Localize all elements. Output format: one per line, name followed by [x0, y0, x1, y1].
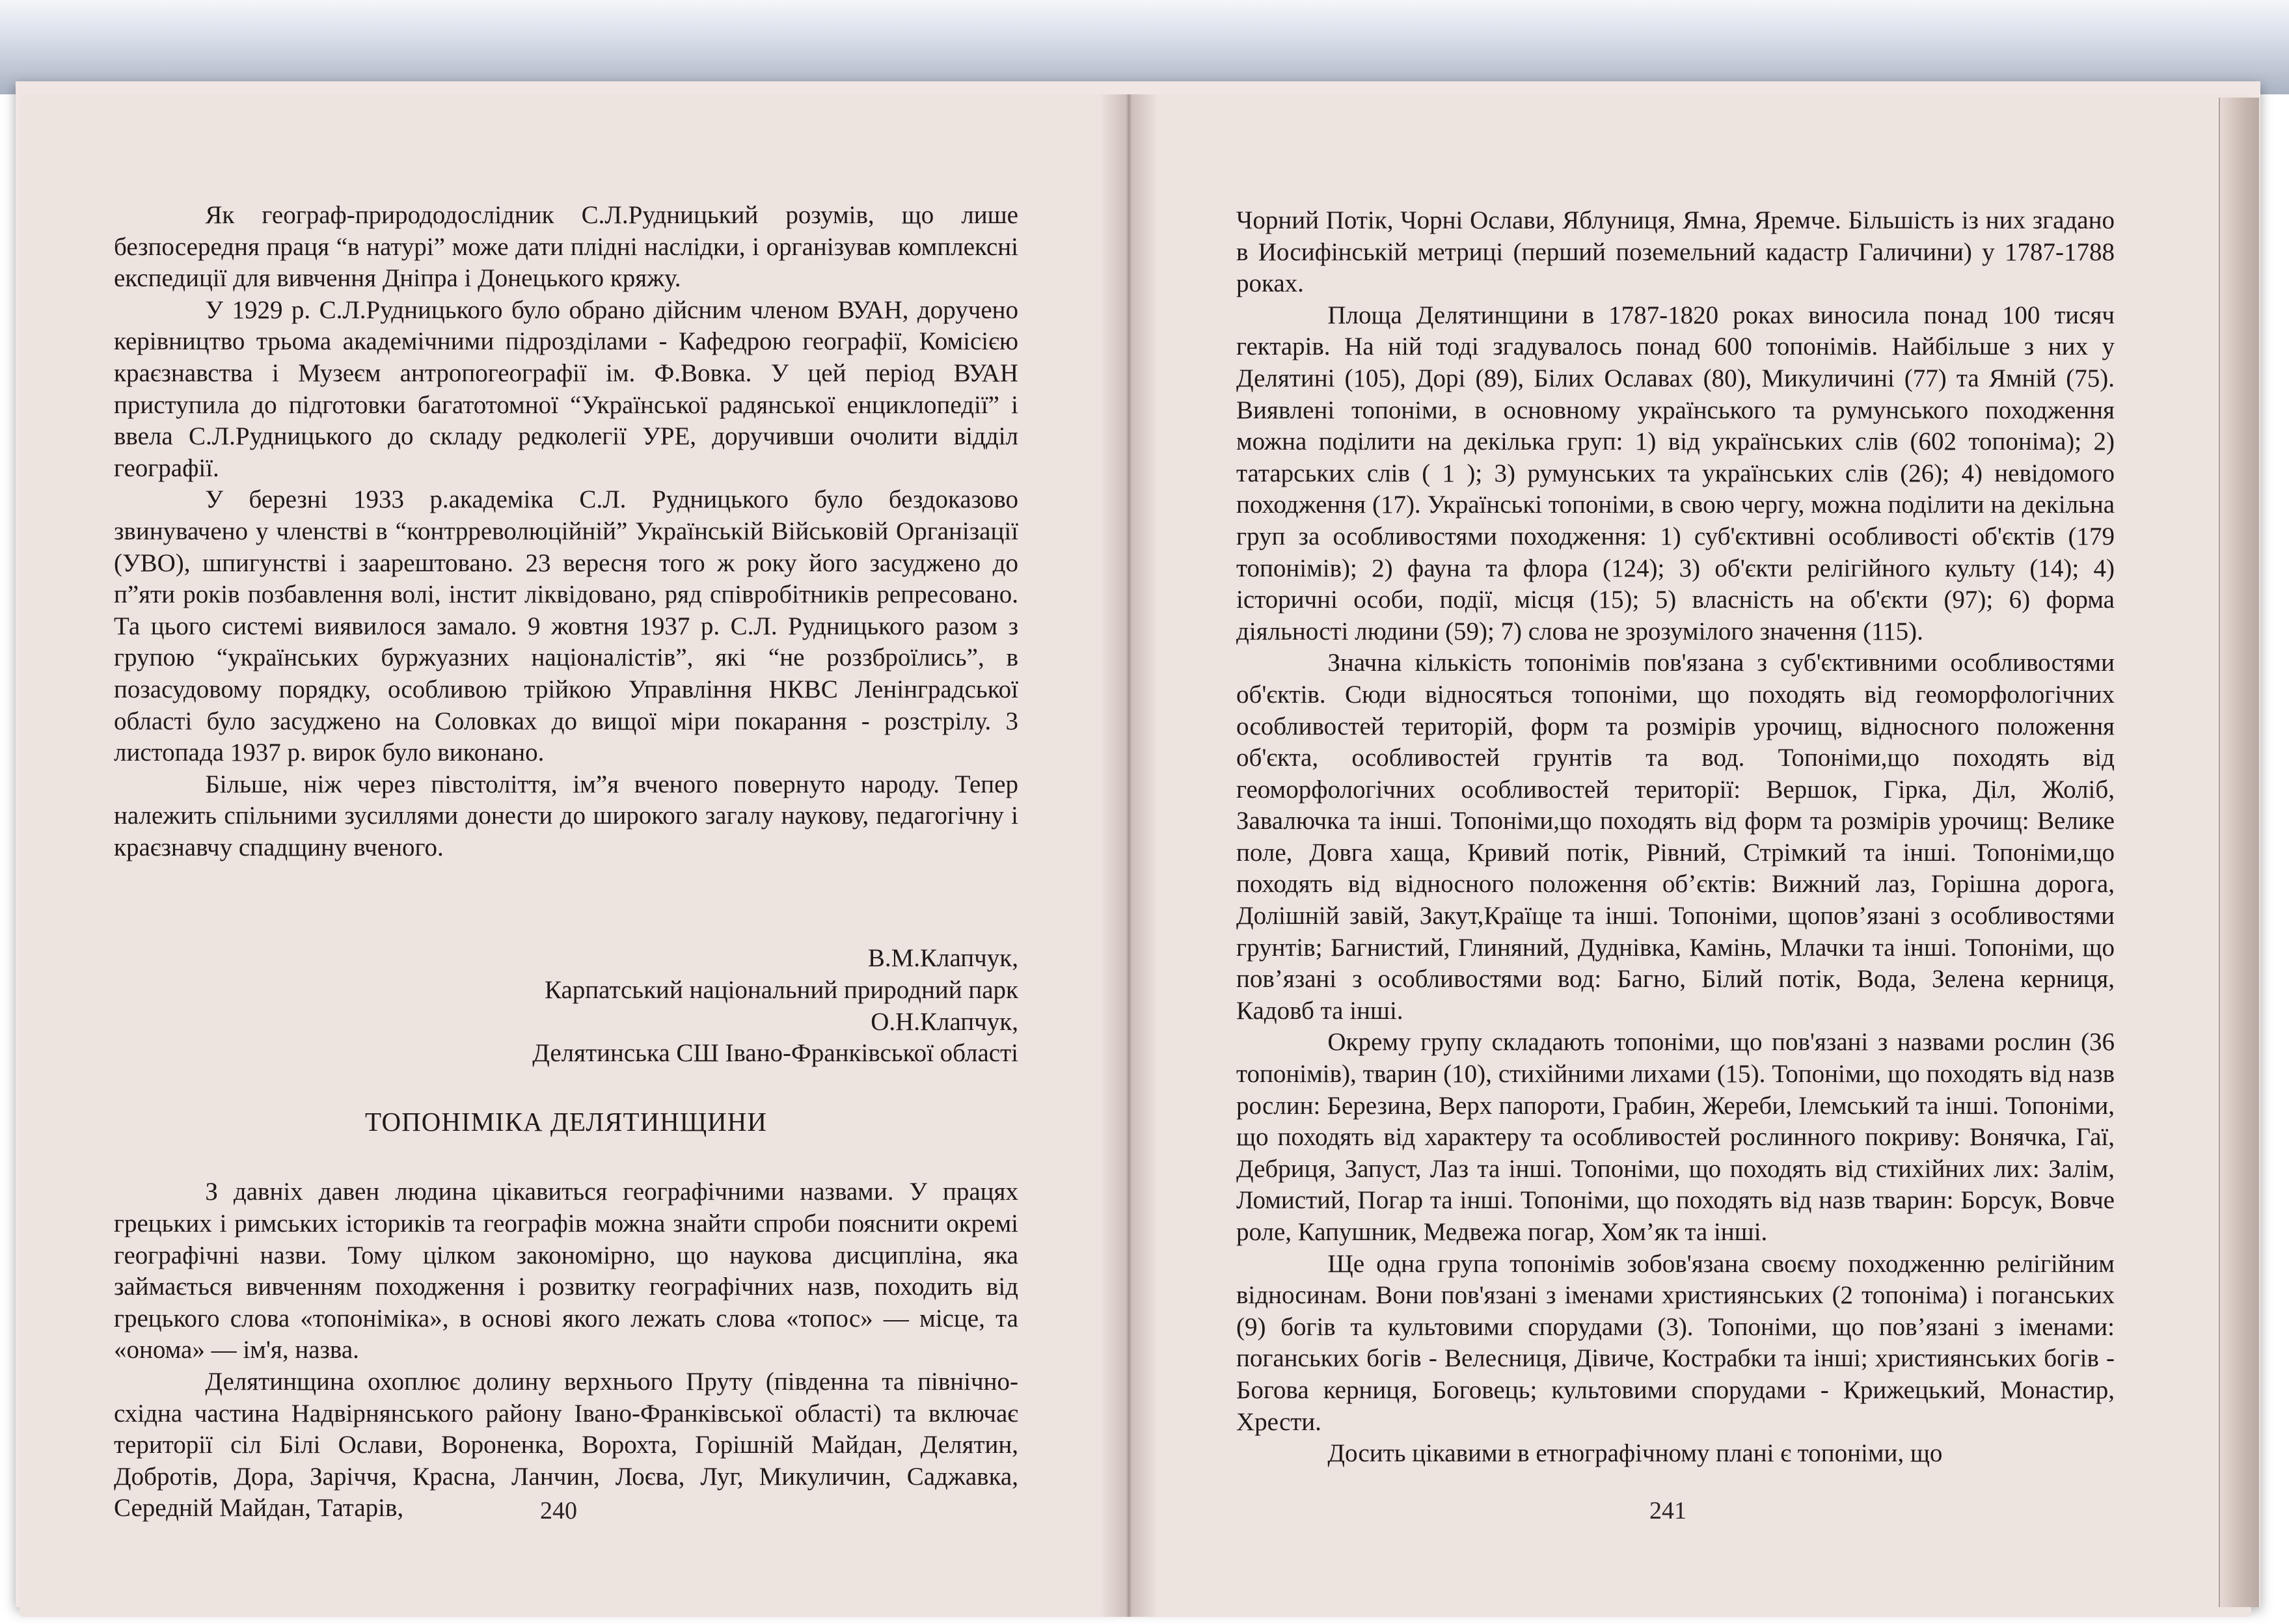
scan-background	[0, 0, 2289, 94]
signature-line: О.Н.Клапчук,	[871, 1007, 1018, 1036]
page-edges	[2219, 98, 2259, 1607]
signature-line: Карпатський національний природний парк	[544, 976, 1018, 1005]
page-number: 240	[540, 1497, 577, 1524]
paragraph: Окрему групу складають топоніми, що пов'язані з назвами рослин (36 топонімів), тварин (10), стихійними лихами (15). Топоніми, що походять від назв рослин: Березина, Верх папороти, Грабин, Жереби, Ілемський та інші. Топоніми, що походять від характеру та особливостей рослинного покриву: Вонячка, Гаї, Дебриця, Запуст, Лаз та інші. Топоніми, що походять від стихійних лих: Залім, Ломистий, Погар та інші. Топоніми, що походять від назв тварин: Борсук, Вовче роле, Капушник, Медвежа погар, Хом’як та інші.	[1236, 1028, 2115, 1246]
paragraph: У 1929 р. С.Л.Рудницького було обрано дійсним членом ВУАН, доручено керівництво трьома академічними підрозділами - Кафедрою географії, Комісією краєзнавства і Музеєм антропогеографії ім. Ф.Вовка. У цей період ВУАН приступила до підготовки багатотомної “Української радянської енциклопедії” і ввела С.Л.Рудницького до складу редколегії УРЕ, доручивши очолити відділ географії.	[114, 295, 1018, 482]
paragraph: У березні 1933 р.академіка С.Л. Рудницького було бездоказово звинувачено у членстві в “контрреволюційній” Українській Військовій Організації (УВО), шпигунстві і заарештовано. 23 вересня того ж року його засуджено до п”яти років позбавлення волі, інстит ліквідовано, ряд співробітників репресовано. Та цього системі виявилося замало. 9 жовтня 1937 р. С.Л. Рудницького разом з групою “українських буржуазних націоналістів”, які “не роззброїлись”, в позасудовому порядку, особливою трійкою Управління НКВС Ленінградської області було засуджено на Соловках до вищої міри покарання - розстрілу. 3 листопада 1937 р. вирок було виконано.	[114, 485, 1018, 767]
paragraph: Більше, ніж через півстоліття, ім”я вченого повернуто народу. Тепер належить спільними зусиллями донести до широкого загалу наукову, педагогічну і краєзнавчу спадщину вченого.	[114, 770, 1018, 861]
paragraph: Ще одна група топонімів зобов'язана своєму походженню релігійним відносинам. Вони пов'язані з іменами християнських (2 топоніма) і поганських (9) богів та культовими спорудами (3). Топоніми, що пов’язані з іменами: поганських богів - Велесниця, Дівиче, Кострабки та інші; християнських богів - Богова керниця, Боговець; культовими спорудами - Крижецький, Монастир, Хрести.	[1236, 1249, 2115, 1436]
paragraph: З давніх давен людина цікавиться географічними назвами. У працях грецьких і римських істориків та географів можна знайти спроби пояснити окремі географічні назви. Тому цілком закономірно, що наукова дисципліна, яка займається вивченням походження і розвитку географічних назв, походить від грецького слова «топоніміка», в основі якого лежать слова «топос» — місце, та «онома» — ім'я, назва.	[114, 1178, 1018, 1364]
page-number: 241	[1649, 1497, 1686, 1524]
right-page-text	[1236, 205, 2115, 1470]
paragraph: Делятинщина охоплює долину верхнього Пруту (південна та північно-східна частина Надвірнянського району Івано-Франківської області) та включає території сіл Білі Ослави, Вороненка, Ворохта, Горішній Майдан, Делятин, Добротів, Дора, Заріччя, Красна, Ланчин, Лоєва, Луг, Микуличин, Саджавка, Середній Майдан, Татарів,	[114, 1368, 1018, 1522]
paragraph: Як географ-природодослідник С.Л.Рудницький розумів, що лише безпосередня праця “в натурі” може дати плідні наслідки, і організував комплексні експедиції для вивчення Дніпра і Донецького кряжу.	[114, 201, 1018, 293]
book-gutter	[1100, 94, 1158, 1617]
signature-line: В.М.Клапчук,	[867, 944, 1018, 973]
left-page-text	[114, 200, 1018, 1524]
signature-line: Делятинська СШ Івано-Франківської області	[532, 1039, 1018, 1068]
paragraph: Досить цікавими в етнографічному плані є топоніми, що	[1327, 1439, 1943, 1468]
paragraph: Площа Делятинщини в 1787-1820 роках виносила понад 100 тисяч гектарів. На ній тоді згадувалось понад 600 топонімів. Найбільше з них у Делятині (105), Дорі (89), Білих Ославах (80), Микуличині (77) та Ямній (75). Виявлені топоніми, в основному українського та румунського походження можна поділити на декілька груп: 1) від українських слів (602 топоніма); 2) татарських слів ( 1 ); 3) румунських та українських слів (26); 4) невідомого походження (17). Українські топоніми, в свою чергу, можна поділити на декільна груп за особливостями походження: 1) суб'єктивні особливості об'єктів (179 топонімів); 2) фауна та флора (124); 3) об'єкти релігійного культу (14); 4) історичні особи, події, місця (15); 5) власність на об'єкти (97); 6) форма діяльності людини (59); 7) слова не зрозумілого значення (115).	[1236, 301, 2115, 645]
author-signature	[114, 943, 1018, 1069]
article-heading: ТОПОНІМІКА ДЕЛЯТИНЩИНИ	[365, 1106, 767, 1137]
paragraph: Чорний Потік, Чорні Ослави, Яблуниця, Ямна, Яремче. Більшість із них згадано в Иосифінській метриці (перший поземельний кадастр Галичини) у 1787-1788 роках.	[1236, 206, 2115, 298]
paragraph: Значна кількість топонімів пов'язана з суб'єктивними особливостями об'єктів. Сюди відносяться топоніми, що походять від геоморфологічних особливостей територій, форм та розмірів урочищ, відносного положення об'єкта, особливостей грунтів та вод. Топоніми,що походять від геоморфологічних особливостей території: Вершок, Гірка, Діл, Жоліб, Завалючка та інші. Топоніми,що походять від форм та розмірів урочищ: Велике поле, Довга хаща, Кривий потік, Рівний, Стрімкий та інші. Топоніми,що походять від відносного положення об’єктів: Вижний лаз, Горішна дорога, Долішній завій, Закут,Країще та інші. Топоніми, щопов’язані з особливостями грунтів; Багнистий, Глиняний, Дуднівка, Камінь, Млачки та інші. Топоніми, що пов’язані з особливостями вод: Багно, Білий потік, Вода, Зелена керниця, Кадовб та інші.	[1236, 649, 2115, 1025]
